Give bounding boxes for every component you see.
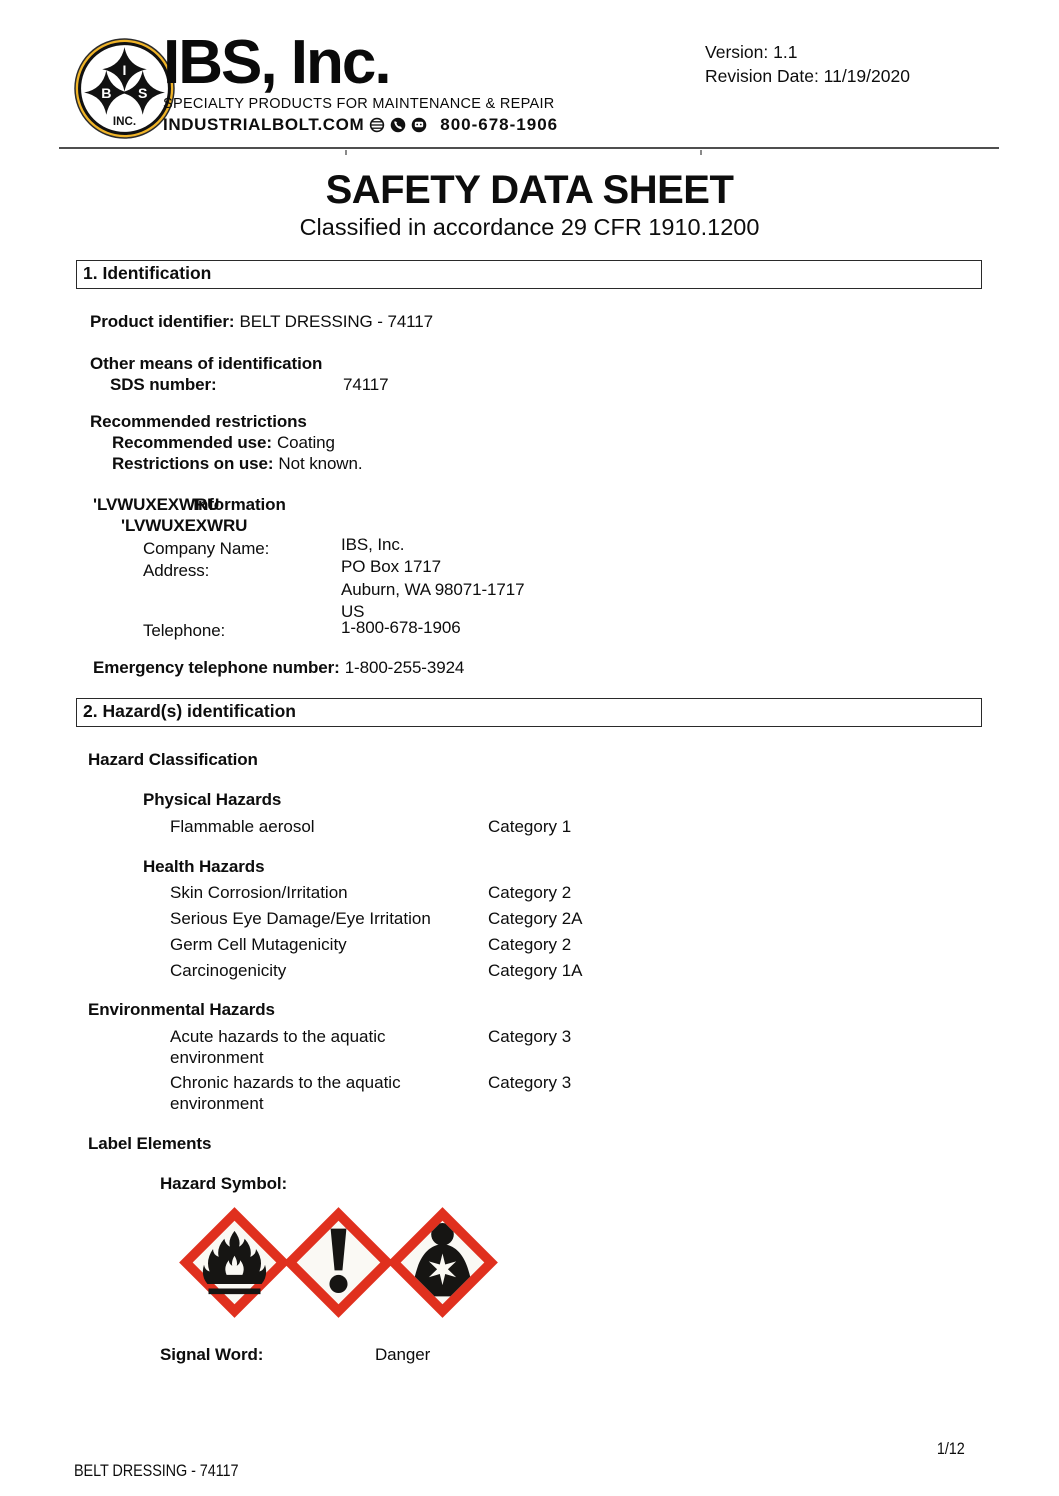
- brand-block: [163, 28, 559, 135]
- hazard-category: Category 3: [488, 1073, 572, 1092]
- ibs-logo: [74, 38, 175, 144]
- hazard-name: Germ Cell Mutagenicity: [170, 935, 347, 954]
- recommended-use-label: Recommended use:: [112, 433, 272, 452]
- health-hazards-heading: Health Hazards: [143, 857, 265, 876]
- health-hazard-pictogram-icon: [386, 1206, 499, 1319]
- company-name-label: Company Name:: [143, 539, 270, 558]
- hazard-name: Carcinogenicity: [170, 961, 287, 980]
- page-subtitle: Classified in accordance 29 CFR 1910.1200: [299, 214, 760, 240]
- environmental-hazards-heading: Environmental Hazards: [88, 1000, 275, 1019]
- distributor-info-heading: [93, 494, 286, 515]
- distributor-garbled-text: 'LVWUXEXWRU: [93, 495, 220, 514]
- ibs-logo-badge: [74, 38, 175, 139]
- hazard-name: Chronic hazards to the aquatic environment: [170, 1073, 401, 1113]
- health-hazard-row: [170, 934, 640, 955]
- sds-number-line: [110, 374, 389, 395]
- sds-number-value: 74117: [343, 375, 389, 394]
- hazard-category: Category 2A: [488, 909, 583, 928]
- distributor-subheading: 'LVWUXEXWRU: [121, 516, 248, 535]
- hazard-category: Category 2: [488, 883, 572, 902]
- svg-text:INC.: INC.: [112, 114, 137, 128]
- header-divider: [59, 147, 999, 149]
- address-line-3: US: [341, 602, 365, 621]
- restrictions-on-use-line: [112, 453, 362, 474]
- svg-text:B: B: [101, 85, 112, 102]
- health-hazard-row: [170, 882, 640, 903]
- label-elements-heading: Label Elements: [88, 1134, 212, 1153]
- emergency-telephone-label: Emergency telephone number:: [93, 658, 340, 677]
- address-line-2: Auburn, WA 98071-1717: [341, 580, 525, 599]
- hazard-classification-heading: Hazard Classification: [88, 750, 258, 769]
- health-hazard-row: [170, 908, 640, 929]
- emergency-telephone-line: [93, 657, 464, 678]
- address-label: Address:: [143, 561, 210, 580]
- product-identifier-line: [90, 311, 433, 332]
- telephone-value: 1-800-678-1906: [341, 618, 461, 637]
- section-2-header: 2. Hazard(s) identification: [76, 698, 982, 727]
- divider-tick: [700, 150, 702, 155]
- signal-word-value: Danger: [375, 1345, 431, 1364]
- svg-text:I: I: [122, 61, 127, 78]
- product-identifier-value: BELT DRESSING - 74117: [239, 312, 433, 331]
- version-label: Version: 1.1: [705, 42, 798, 62]
- environmental-hazard-row: [170, 1026, 640, 1068]
- phone-icon: [390, 117, 406, 133]
- recommended-restrictions-heading: Recommended restrictions: [90, 412, 307, 431]
- revision-date-label: Revision Date: 11/19/2020: [705, 66, 910, 86]
- physical-hazards-heading: Physical Hazards: [143, 790, 282, 809]
- restrictions-on-use-label: Restrictions on use:: [112, 454, 274, 473]
- emergency-telephone-value: 1-800-255-3924: [344, 658, 465, 677]
- restrictions-on-use-value: Not known.: [278, 454, 363, 473]
- flame-pictogram-icon: [178, 1206, 291, 1319]
- footer-product-name: BELT DRESSING - 74117: [74, 1461, 239, 1480]
- telephone-label: Telephone:: [143, 621, 226, 640]
- svg-text:S: S: [137, 85, 148, 102]
- ghs-pictogram-strip: [178, 1206, 490, 1319]
- divider-tick: [345, 150, 347, 155]
- hazard-name: Skin Corrosion/Irritation: [170, 883, 348, 902]
- hazard-category: Category 1A: [488, 961, 583, 980]
- version-block: [705, 40, 910, 88]
- distributor-info-text: Information: [193, 495, 286, 514]
- physical-hazard-row: [170, 816, 640, 837]
- section-1-header: 1. Identification: [76, 260, 982, 289]
- health-hazard-row: [170, 960, 640, 981]
- hazard-symbol-label: Hazard Symbol:: [160, 1174, 288, 1193]
- hazard-name: Acute hazards to the aquatic environment: [170, 1027, 386, 1067]
- hazard-category: Category 2: [488, 935, 572, 954]
- hazard-category: Category 3: [488, 1027, 572, 1046]
- brand-phone: 800-678-1906: [440, 115, 559, 134]
- globe-icon: [369, 117, 385, 133]
- exclamation-mark-pictogram-icon: [282, 1206, 395, 1319]
- company-name-value: IBS, Inc.: [341, 535, 405, 554]
- signal-word-label: Signal Word:: [160, 1345, 264, 1364]
- brand-tagline: SPECIALTY PRODUCTS FOR MAINTENANCE & REPAIR: [163, 96, 555, 112]
- brand-name: IBS, Inc.: [163, 28, 390, 97]
- page-title: SAFETY DATA SHEET: [325, 168, 734, 212]
- chat-icon: [411, 117, 427, 133]
- product-identifier-label: Product identifier:: [90, 312, 235, 331]
- brand-website: INDUSTRIALBOLT.COM: [163, 115, 365, 134]
- other-means-heading: Other means of identification: [90, 354, 323, 373]
- page-number: 1/12: [937, 1439, 965, 1458]
- environmental-hazard-row: [170, 1072, 640, 1114]
- recommended-use-line: [112, 432, 335, 453]
- brand-contact-line: [163, 115, 558, 135]
- recommended-use-value: Coating: [276, 433, 335, 452]
- hazard-name: Flammable aerosol: [170, 817, 315, 836]
- sds-number-label: SDS number:: [110, 375, 217, 394]
- hazard-category: Category 1: [488, 817, 572, 836]
- hazard-name: Serious Eye Damage/Eye Irritation: [170, 909, 431, 928]
- address-line-1: PO Box 1717: [341, 557, 442, 576]
